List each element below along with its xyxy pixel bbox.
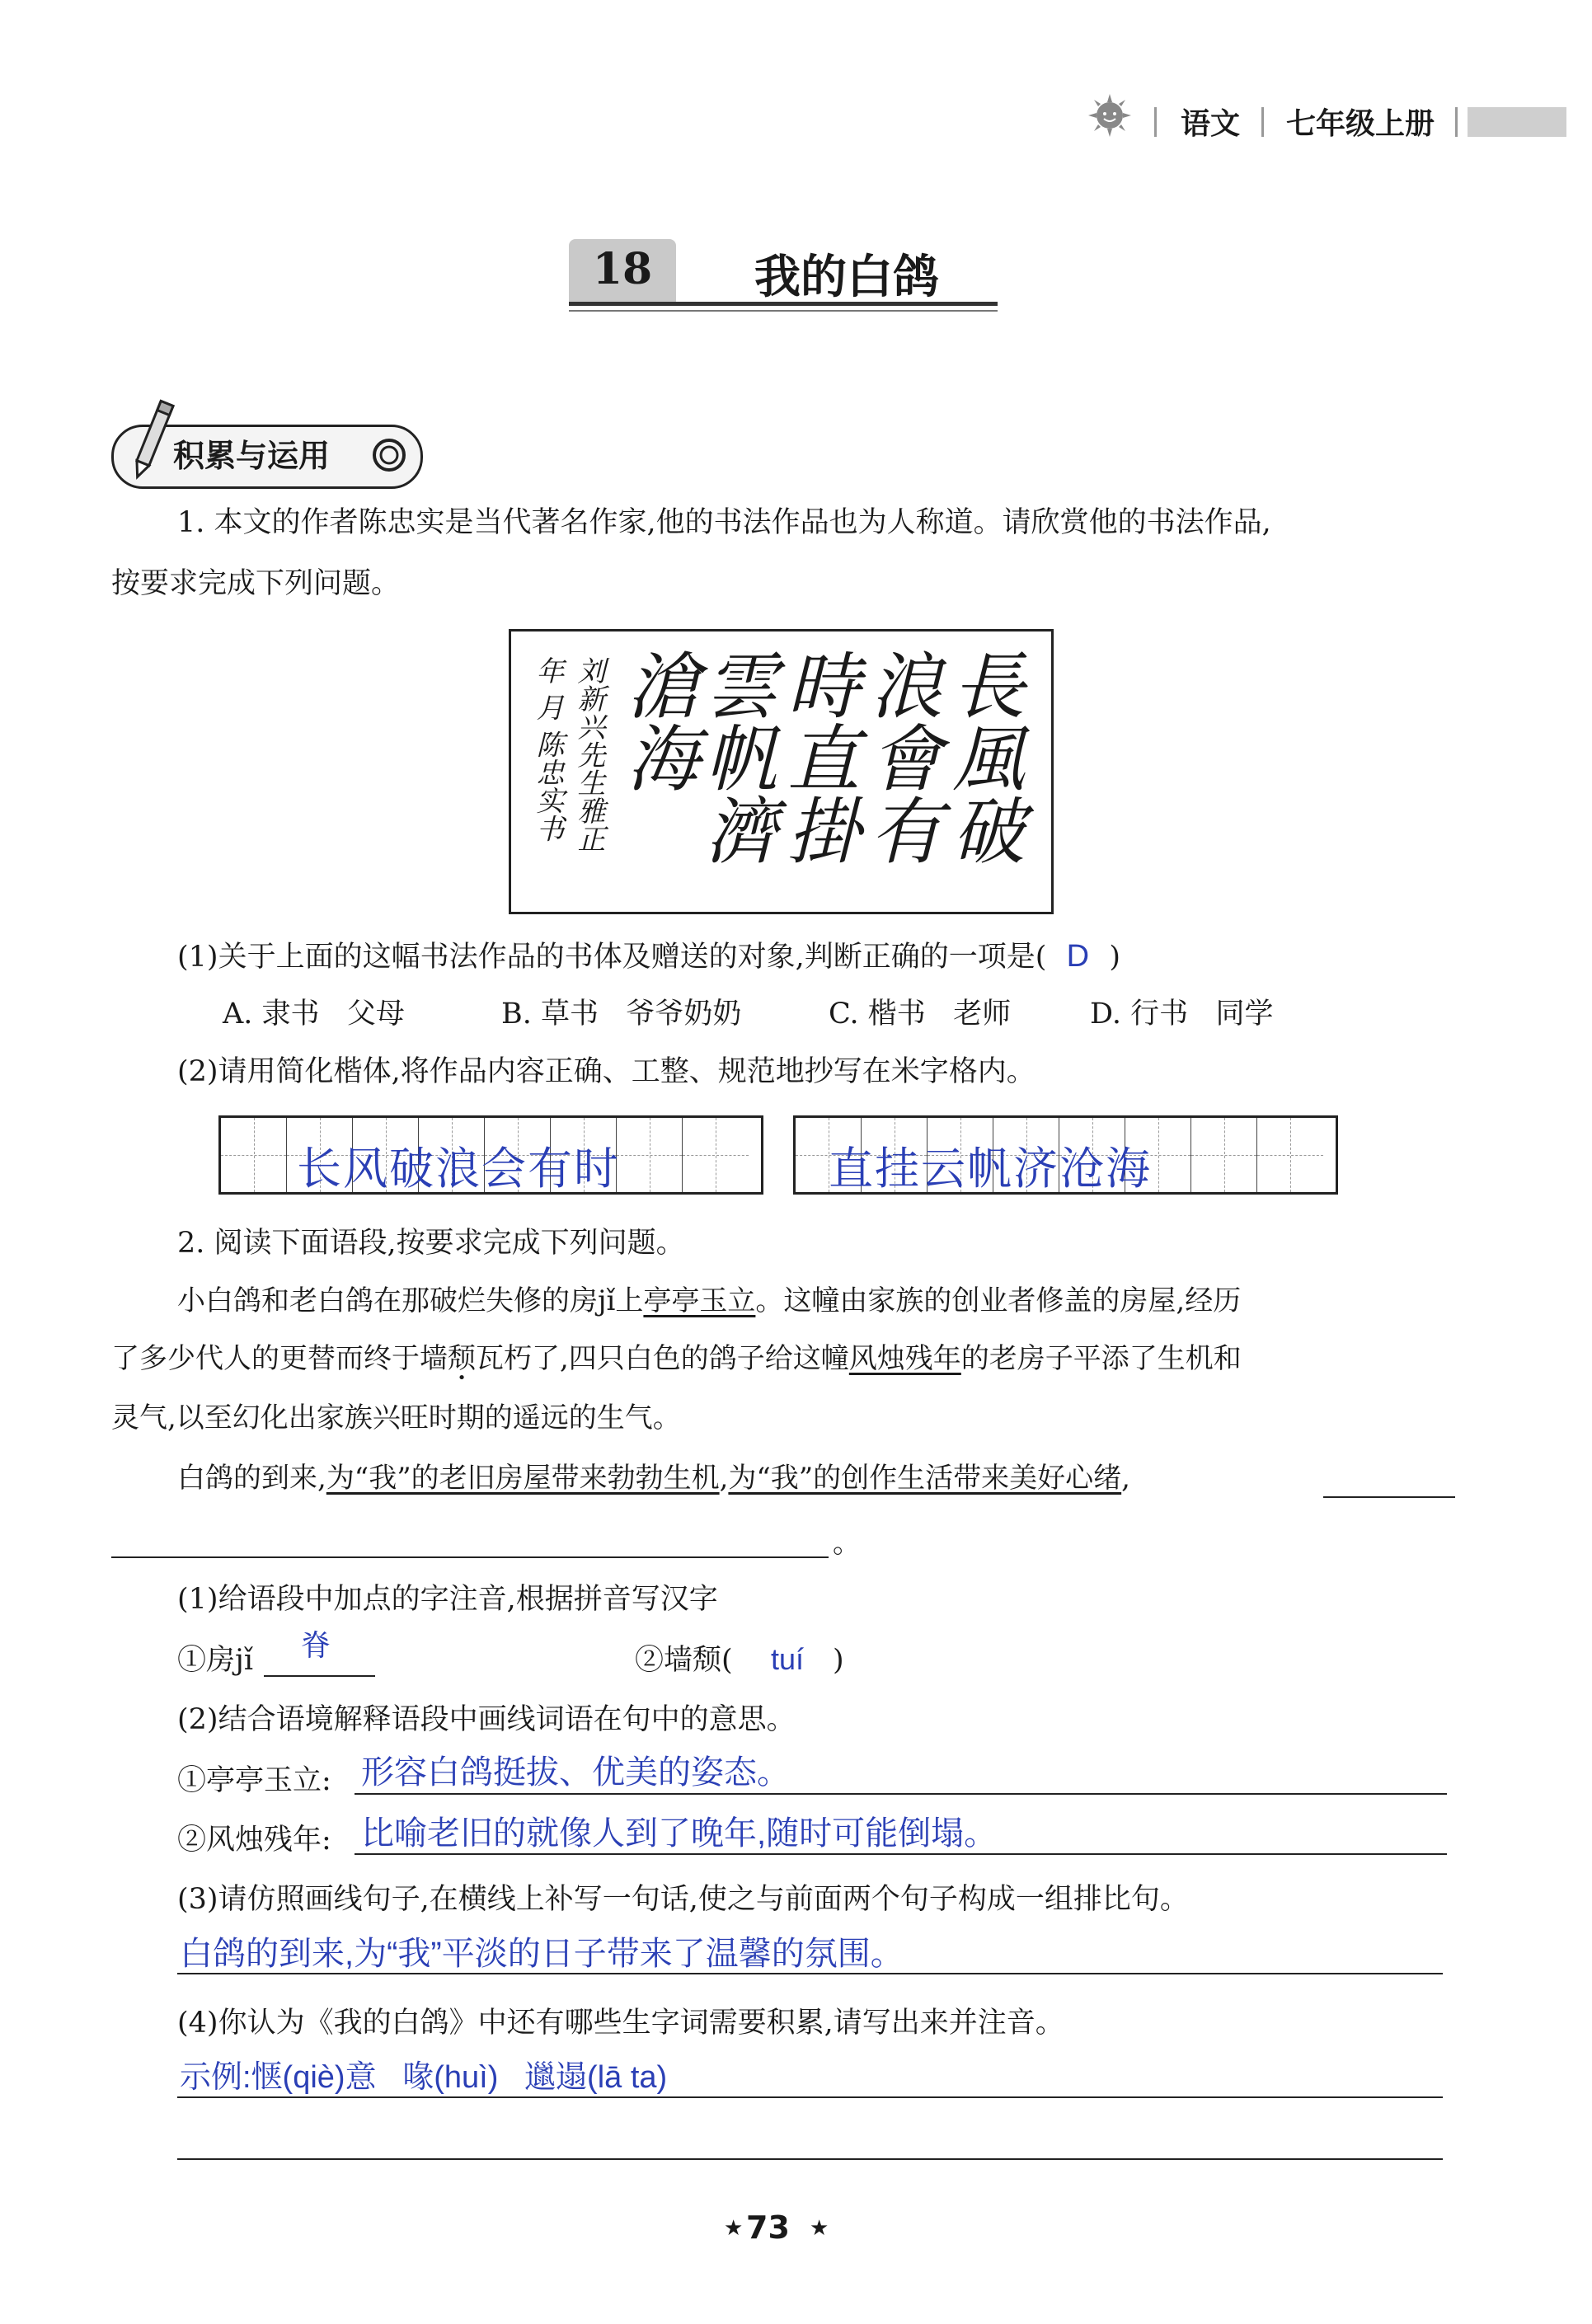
q2-sub2-b-answer: 比喻老旧的就像人到了晚年,随时可能倒塌。 (361, 1815, 998, 1852)
star-icon: ★ (724, 2216, 744, 2241)
passage-line: 白鸽的到来,为“我”的老旧房屋带来勃勃生机,为“我”的创作生活带来美好心绪, (177, 1462, 1130, 1495)
calligraphy-column: 浪會有 (858, 648, 943, 866)
header-grade: 七年级上册 (1286, 107, 1435, 141)
q2-sub2-prompt: (2)结合语境解释语段中画线词语在句中的意思。 (177, 1703, 796, 1736)
q2-sub1-b-label: ②墙颓( (635, 1644, 733, 1677)
calligraphy-column: 長風破 (941, 648, 1026, 866)
blank-line (1323, 1496, 1455, 1498)
q1-intro: 按要求完成下列问题。 (111, 567, 401, 600)
answer-line (355, 1853, 1447, 1855)
q2-sub3-answer: 白鸽的到来,为“我”平淡的日子带来了温馨的氛围。 (180, 1936, 904, 1972)
header-divider (1261, 107, 1264, 137)
q2-sub4-prompt: (4)你认为《我的白鸽》中还有哪些生字词需要积累,请写出来并注音。 (177, 2007, 1064, 2040)
q1-option-c: C. 楷书 老师 (829, 998, 1012, 1031)
lesson-number: 18 (592, 244, 653, 294)
header-sun-icon (1087, 92, 1133, 139)
header-decor-bar (1468, 107, 1566, 137)
dotted-char: 颓 (448, 1342, 476, 1375)
passage-line: 了多少代人的更替而终于墙颓瓦朽了,四只白色的鸽子给这幢风烛残年的老房子平添了生机和 (111, 1342, 1242, 1375)
grid-answer-left: 长风破浪会有时 (297, 1143, 620, 1195)
passage-end: 。 (833, 1527, 861, 1560)
q1-sub1-answer: D (1066, 939, 1090, 974)
q1-sub2-prompt: (2)请用简化楷体,将作品内容正确、工整、规范地抄写在米字格内。 (177, 1055, 1036, 1088)
calligraphy-column: 滄海 (615, 648, 700, 793)
underlined-phrase: 风烛残年 (848, 1342, 961, 1375)
star-icon: ★ (810, 2216, 829, 2241)
grid-answer-right: 直挂云帆济沧海 (829, 1143, 1152, 1195)
lesson-title: 我的白鸽 (754, 251, 939, 304)
q2-sub4-answer: 示例:惬(qiè)意 喙(huì) 邋遢(lā ta) (180, 2060, 668, 2095)
underlined-sentence: 为“我”的老旧房屋带来勃勃生机 (326, 1462, 720, 1495)
answer-line (177, 2158, 1443, 2160)
calligraphy-column: 雲帆濟 (693, 648, 778, 866)
q2-sub3-prompt: (3)请仿照画线句子,在横线上补写一句话,使之与前面两个句子构成一组排比句。 (177, 1883, 1189, 1916)
q2-sub1-a-answer: 脊 (301, 1628, 331, 1662)
header-divider (1154, 107, 1157, 137)
answer-line (355, 1793, 1447, 1795)
section-title: 积累与运用 (173, 438, 331, 474)
blank-line (111, 1556, 829, 1558)
passage-line: 小白鸽和老白鸽在那破烂失修的房jǐ上亭亭玉立。这幢由家族的创业者修盖的房屋,经历 (177, 1284, 1242, 1317)
blank-line (264, 1675, 375, 1677)
underlined-phrase: 亭亭玉立 (643, 1284, 756, 1317)
calligraphy-inscription: 刘新兴先生雅正 (572, 656, 605, 852)
q1-option-a: A. 隶书 父母 (223, 998, 405, 1031)
answer-line (177, 2096, 1443, 2098)
page-number: 73 (746, 2209, 790, 2246)
title-underline (569, 302, 998, 306)
title-underline (569, 310, 998, 312)
answer-line (177, 1973, 1443, 1974)
q2-sub1-prompt: (1)给语段中加点的字注音,根据拼音写汉字 (177, 1583, 718, 1616)
q2-sub2-b-label: ②风烛残年: (177, 1824, 331, 1857)
header-divider (1455, 107, 1458, 137)
underlined-sentence: 为“我”的创作生活带来美好心绪 (728, 1462, 1122, 1495)
q1-option-d: D. 行书 同学 (1090, 998, 1274, 1031)
q2-intro: 2. 阅读下面语段,按要求完成下列问题。 (177, 1227, 685, 1260)
passage-line: 灵气,以至幻化出家族兴旺时期的遥远的生气。 (111, 1401, 681, 1434)
q2-sub2-a-label: ①亭亭玉立: (177, 1764, 331, 1797)
ring-icon (371, 437, 407, 473)
q1-sub1-prompt: (1)关于上面的这幅书法作品的书体及赠送的对象,判断正确的一项是( D ) (177, 939, 1121, 974)
q1-intro: 1. 本文的作者陈忠实是当代著名作家,他的书法作品也为人称道。请欣赏他的书法作品, (177, 506, 1271, 539)
header-subject: 语文 (1181, 107, 1241, 141)
q2-sub2-a-answer: 形容白鸽挺拔、优美的姿态。 (361, 1754, 790, 1791)
q2-sub1-a-label: ①房jǐ (177, 1644, 254, 1677)
q2-sub1-b-answer: tuí (771, 1642, 805, 1676)
calligraphy-artwork (509, 629, 1054, 914)
calligraphy-column: 時直掛 (776, 648, 861, 866)
q1-option-b: B. 草书 爷爷奶奶 (501, 998, 742, 1031)
calligraphy-signature: 年 月 陈忠实书 (531, 656, 564, 843)
q2-sub1-b-close: ) (833, 1644, 844, 1677)
